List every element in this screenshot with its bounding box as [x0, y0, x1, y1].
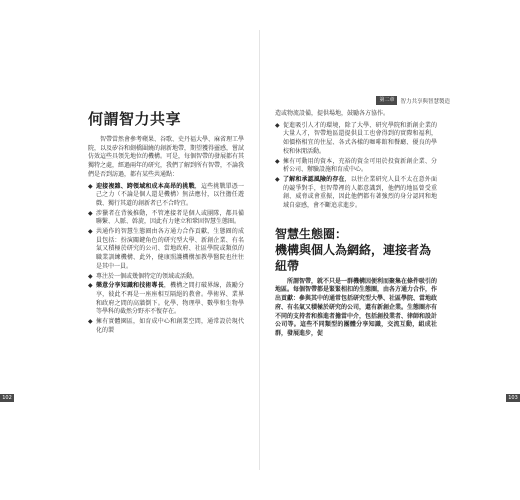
left-page-column — [88, 108, 244, 338]
list-item: ◆ 共通作的智慧生態圈由各方通力合作貢獻，生態圈的成員包括：扮演關鍵角色的研究型大學、新創企業、有名氣又積極於研究的公司、當地政府、社區學院或類似的職業訓練機構、此外，健康照護機構加教學醫院也往往是其中一員。 — [88, 228, 244, 270]
section-title-left: 何謂智力共享 — [88, 110, 182, 128]
list-item: ◆ 專注於一個或幾個特定的領域或活動。 — [88, 272, 199, 280]
section-title-right — [275, 226, 437, 274]
intro-paragraph: 智帶當然會參考蘋果、谷歌、史丹福大學、麻省理工學院，以及矽谷和劍橋圍繞的創新地帶，期望獲得靈感，嘗試仿效這些具領先地位的機構。可是，每個智帶的發展都有其獨特之處，經過兩年的研究，我們了解到所有智帶，不論我們是否到訪過，都有某些共通點： — [88, 136, 245, 178]
list-item: ◆ 擁有實體園區，如育成中心和創業空間，通常設於現代化的製 — [88, 318, 244, 334]
list-item: ◆ 擁有可動用的資本，充裕的資金可用於投資新創企業、分析公司、辦驗設施和育成中心。 — [275, 157, 437, 174]
list-item: ◆ 樂意分享知識和技術專長，機構之間打破界線，鼓勵分享，彼此不再是一座座相互隔絕的教會。學術界、業界和政府之間的高牆倒下。化學、物理學、數學和生物學等學科的截然分野亦不復存在。 — [88, 282, 244, 316]
left-bullet-list — [88, 183, 244, 336]
page-number-right: 103 — [506, 394, 520, 402]
section-title-line2: 機構與個人為網絡，連接者為紐帶 — [275, 242, 432, 273]
ecosystem-paragraph: 所謂智帶，就不只是一群機構因便利而聚集在條件吸引的地區。每個智帶都是緊緊相扣的生態圈，由各方通力合作，作出貢獻：參與其中的通常包括研究型大學、社區學院、當地政府、有名氣又積極於研究的公司，還有新創企業。生態圈亦有不同的支持者和推進者擔當中介，包括創投業者、律師和設計公司等。這些不同類型的團體分享知識，交流互動，組成社群，發展進步，促 — [275, 277, 438, 337]
chapter-badge: 第二章 — [376, 96, 397, 105]
page-number-left: 102 — [0, 394, 14, 402]
list-item: ◆ 了解和承認風險的存在，以往企業研究人員不太在意外面的競爭對手，但智帶裡的人都意識到，他們的地區曾受重創、威脅或會重振，因此他們都有著強烈的身分認同和地域自豪感，會不斷追求進步。 — [275, 175, 437, 210]
list-item: ◆ 迎接複雜、跨領域和成本高昂的挑戰，這些挑戰單憑一己之力（不論是個人還是機構）無法應付，以往擔任遊戲、獨行其道的創新者已不合時宜。 — [88, 182, 244, 207]
running-head — [376, 96, 450, 105]
section-title-line1: 智慧生態圈： — [275, 226, 348, 241]
right-bullet-list — [275, 122, 437, 211]
chapter-title: 智力共享與智慧製造 — [400, 98, 450, 105]
list-item: ◆ 促進吸引人才的環境，除了大學、研究學院和新創企業的大量人才，智帶地區還提供員工也會得到的實際和福利，如價格相宜的住屋、各式各樣的咖啡館和餐廳、優良的學校和休閒活動。 — [275, 121, 437, 155]
list-item: ◆ 涉獵者在背後推動，不管連接者是個人或團隊，都具備聯繫、人脈、斡旋，因此有力建立和鞏固智慧生態圈。 — [88, 209, 244, 226]
right-page-column — [275, 110, 437, 339]
continuation-text: 造或物流設備，提供場地，鼓勵各方協作。 — [275, 110, 390, 117]
gutter-divider — [259, 30, 260, 470]
